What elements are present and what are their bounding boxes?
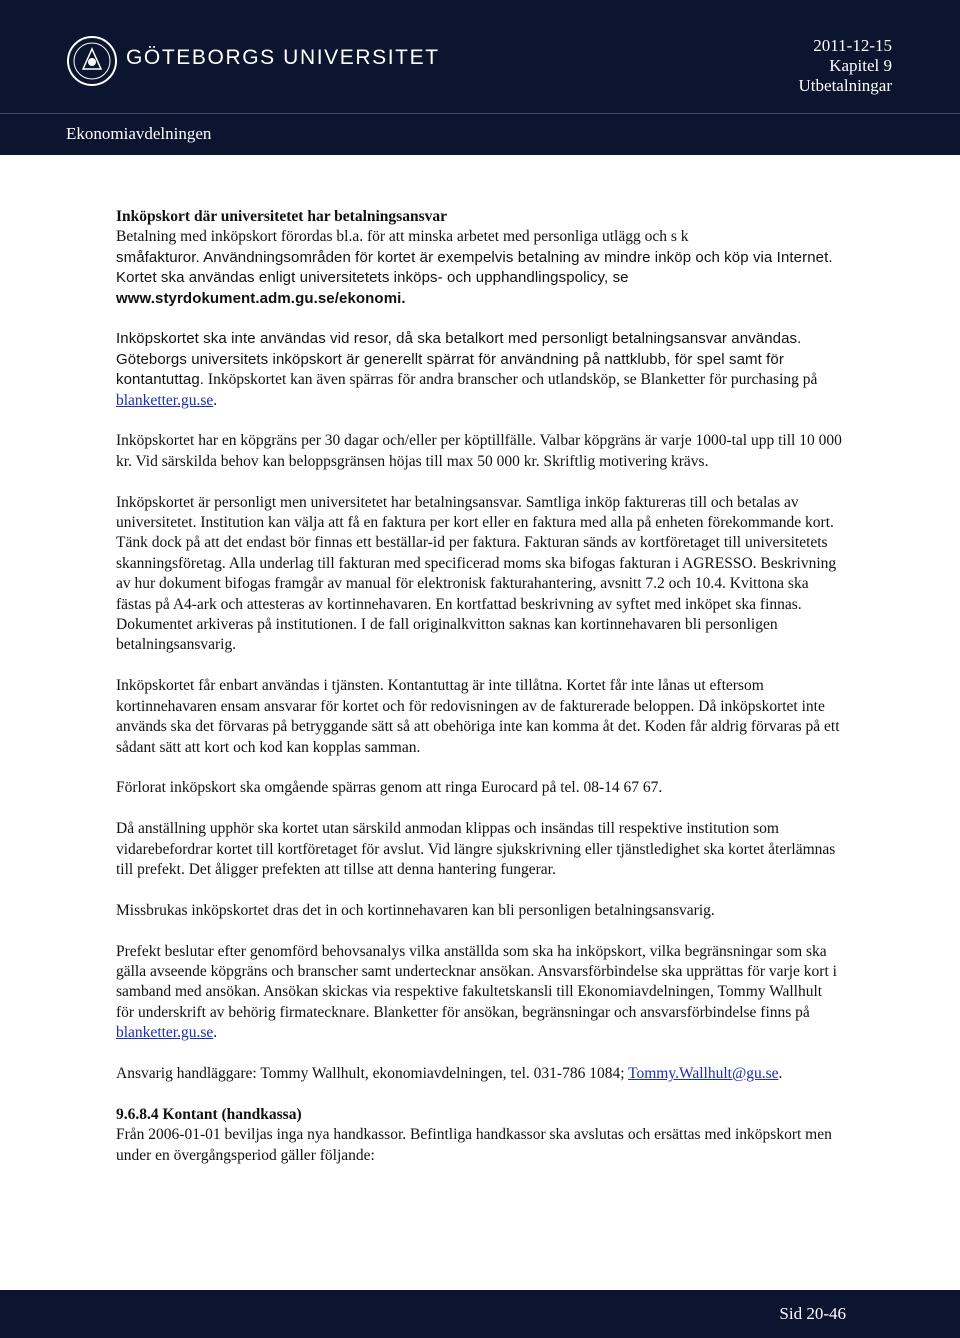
paragraph-inkopskort: Inköpskort där universitetet har betalningsansvar Betalning med inköpskort förordas bl.a. för att minska arbetet med personliga utlägg och s k småfakturor. Användningsområden för kortet är exempelvis betalning av mindre inköp och köp via Internet. Kortet ska användas enligt universitetets inköps- och upphandlingspolicy, se www.styrdokument.adm.gu.se/ekonomi. [116,208,833,307]
header-divider [0,113,960,114]
section-heading: Inköpskort där universitetet har betalningsansvar [116,208,447,225]
paragraph-kontant [116,1105,844,1166]
text: Inköpskortet kan även spärras för andra branscher och utlandsköp, se Blanketter för purchasing på [204,371,818,389]
text: Inköpskortet ska inte användas vid resor, då ska betalkort med personligt betalningsansvar användas. Göteborgs universitets inköpskort är generellt spärrat för användning på nattklubb, för spel samt för kontantuttag. [116,330,802,389]
text: Prefekt beslutar efter genomförd behovsanalys vilka anställda som ska ha inköpskort, vilka begränsningar som ska gälla avseende köpgräns och branscher samt undertecknar ansökan. Ansvarsförbindelse ska upprättas för varje kort i samband med ansökan. Ansökan skickas via respektive fakultetskansli till Ekonomiavdelningen, Tommy Wallhult för underskrift av behörig firmatecknare. Blanketter för ansökan, begränsningar och ansvarsförbindelse finns på [116,942,837,1021]
document-body [116,207,844,1166]
document-date: 2011-12-15 [813,36,892,55]
paragraph-forlorat: Förlorat inköpskort ska omgående spärras genom att ringa Eurocard på tel. 08-14 67 67. [116,779,663,797]
text: Från 2006-01-01 beviljas inga nya handkassor. Befintliga handkassor ska avslutas och ersättas med inköpskort men under en övergångsperiod gäller följande: [116,1126,832,1164]
university-seal-icon [66,35,118,87]
section-label: Utbetalningar [798,76,892,95]
email-link[interactable]: Tommy.Wallhult@gu.se [628,1064,779,1082]
paragraph-missbruk: Missbrukas inköpskortet dras det in och kortinnehavaren kan bli personligen betalningsansvarig. [116,901,715,919]
university-name: GÖTEBORGS UNIVERSITET [126,46,440,69]
paragraph-resor: Inköpskortet ska inte användas vid resor, då ska betalkort med personligt betalningsansvar användas. Göteborgs universitets inköpskort är generellt spärrat för användning på nattklubb, för spel samt för kontantuttag. Inköpskortet kan även spärras för andra branscher och utlandsköp, se Blanketter för purchasing på blanketter.gu.se. [116,330,818,409]
page-number: Sid 20-46 [779,1304,846,1323]
chapter-label: Kapitel 9 [829,56,892,75]
text: Betalning med inköpskort förordas bl.a. för att minska arbetet med personliga utlägg och s k [116,228,689,246]
text: småfakturor. Användningsområden för kortet är exempelvis betalning av mindre inköp och köp via Internet. Kortet ska användas enligt universitetets inköps- och upphandlingspolicy, se [116,248,833,287]
paragraph-handlaggare: Ansvarig handläggare: Tommy Wallhult, ekonomiavdelningen, tel. 031-786 1084; Tommy.Wallhult@gu.se. [116,1064,783,1082]
blanketter-link[interactable]: blanketter.gu.se [116,1024,214,1042]
blanketter-link[interactable]: blanketter.gu.se [116,391,214,409]
text: Ansvarig handläggare: Tommy Wallhult, ekonomiavdelningen, tel. 031-786 1084; [116,1064,629,1082]
paragraph-tjansten: Inköpskortet får enbart användas i tjänsten. Kontantuttag är inte tillåtna. Kortet får inte lånas ut eftersom kortinnehavaren ensam ansvarar för kortet och för redovisningen av de fakturerade beloppen. Då inköpskortet inte används ska det förvaras på betryggande sätt så att obehöriga inte kan komma åt det. Koden får aldrig förvaras på ett sådant sätt att kort och kod kan kopplas samman. [116,677,840,756]
department-label: Ekonomiavdelningen [66,124,212,143]
paragraph-betalningsansvar: Inköpskortet är personligt men universitetet har betalningsansvar. Samtliga inköp faktureras till och betalas av universitetet. Institution kan välja att få en faktura per kort eller en faktura med alla på enheten förekommande kort. Tänk dock på att det endast bör finnas ett beställar-id per faktura. Fakturan sänds av kortföretaget till universitetets skanningsföretag. Alla underlag till fakturan med specificerad moms ska bifogas fakturan i AGRESSO. Beskrivning av hur dokument bifogas framgår av manual för elektronisk fakturahantering, avsnitt 7.2 och 10.4. Kvittona ska fästas på A4-ark och attesteras av kortinnehavaren. En kortfattad beskrivning av syftet med inköpet ska finnas. Dokumentet arkiveras på institutionen. I de fall originalkvitton saknas kan kortinnehavaren bli personligen betalningsansvarig. [116,493,837,654]
header-meta [799,36,892,96]
styrdokument-link[interactable]: www.styrdokument.adm.gu.se/ekonomi [116,289,402,307]
paragraph-anstallning: Då anställning upphör ska kortet utan särskild anmodan klippas och insändas till respektive institution som vidarebefordrar kortet till kortföretaget för avslut. Vid längre sjukskrivning eller tjänstledighet ska kortet återlämnas till prefekt. Det åligger prefekten att tillse att denna hantering fungerar. [116,820,836,878]
section-heading: 9.6.8.4 Kontant (handkassa) [116,1105,302,1123]
paragraph-prefekt: Prefekt beslutar efter genomförd behovsanalys vilka anställda som ska ha inköpskort, vilka begränsningar som ska gälla avseende köpgräns och branscher samt undertecknar ansökan. Ansvarsförbindelse ska upprättas för varje kort i samband med ansökan. Ansökan skickas via respektive fakultetskansli till Ekonomiavdelningen, Tommy Wallhult för underskrift av behörig firmatecknare. Blanketter för ansökan, begränsningar och ansvarsförbindelse finns på blanketter.gu.se. [116,942,837,1042]
paragraph-kopgrans: Inköpskortet har en köpgräns per 30 dagar och/eller per köptillfälle. Valbar köpgräns är varje 1000-tal upp till 10 000 kr. Vid särskilda behov kan beloppsgränsen höjas till max 50 000 kr. Skriftlig motivering krävs. [116,432,842,470]
